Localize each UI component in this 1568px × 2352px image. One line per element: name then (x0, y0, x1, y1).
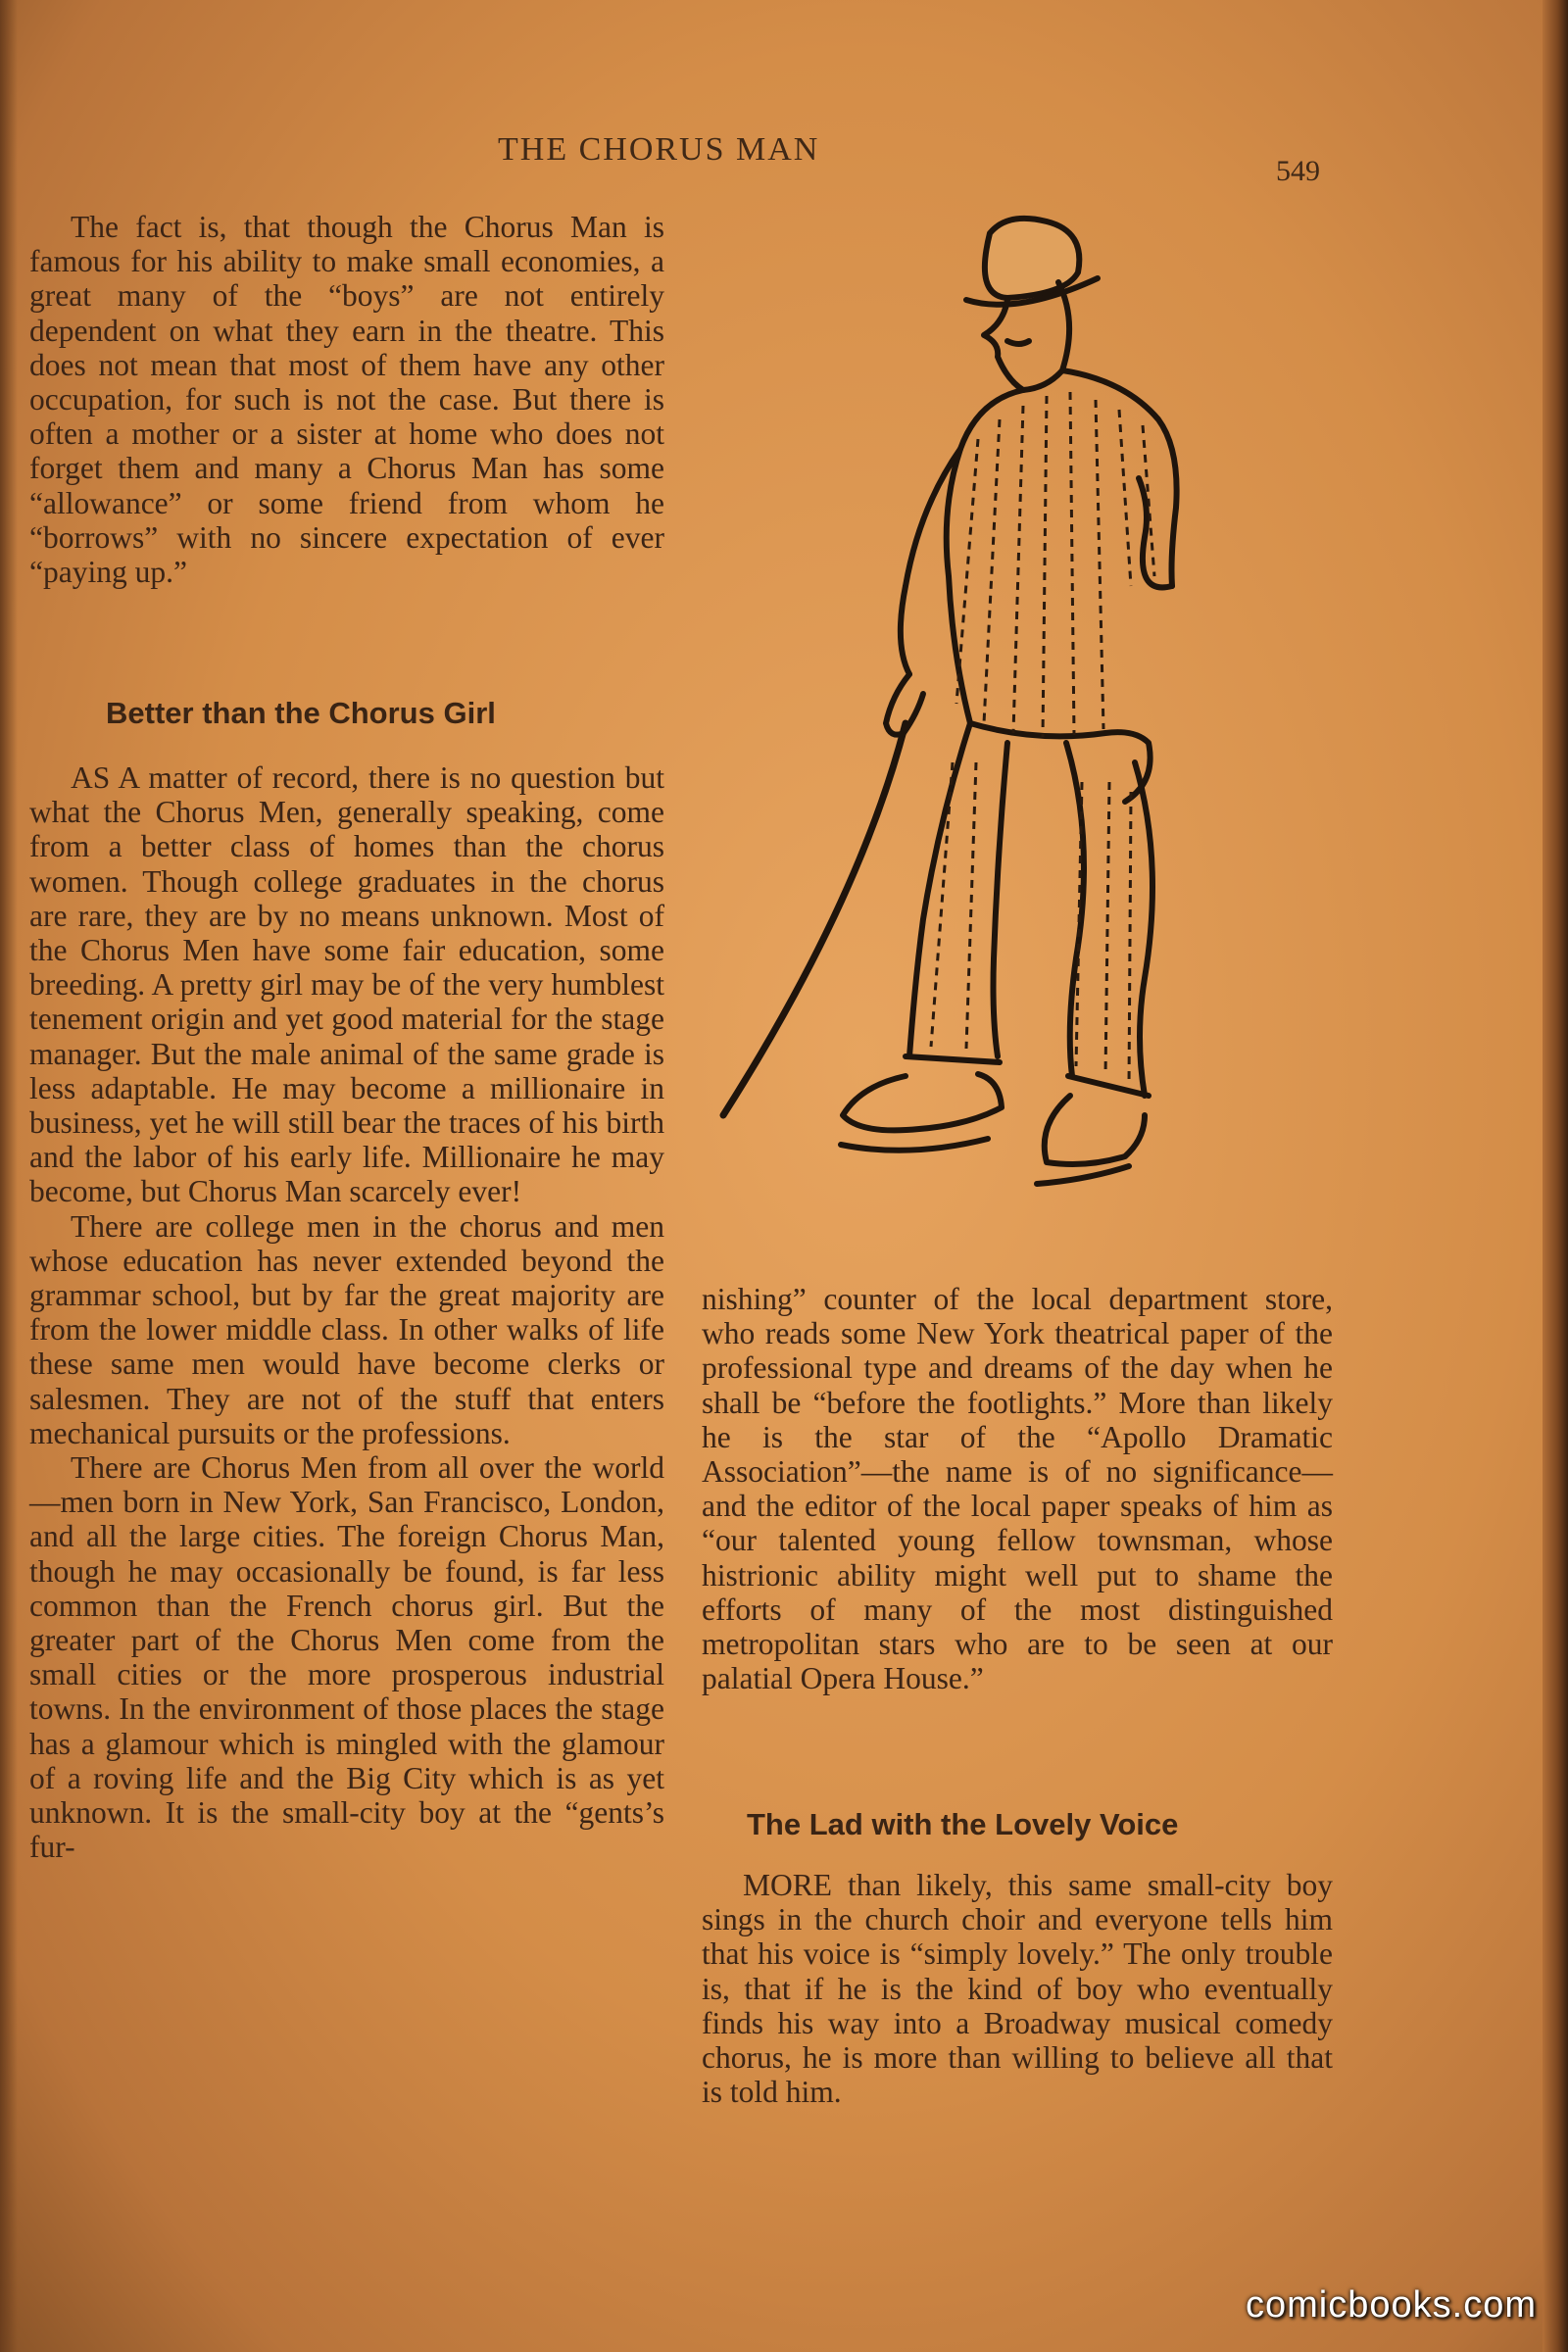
watermark: comicbooks.com (1246, 2284, 1537, 2326)
section-heading: The Lad with the Lovely Voice (747, 1807, 1179, 1841)
right-column (702, 1282, 1333, 1695)
chorus-man-illustration (713, 214, 1341, 1262)
paragraph: The fact is, that though the Chorus Man is famous for his ability to make small economies, a great many of the “boys” are not entirely dependent on what they earn in the theatre. This does not mean that most of them have any other occupation, for such is not the case. But there is often a mother or a sister at home who does not forget them and many a Chorus Man has some “allowance” or some friend from whom he “borrows” with no sincere expectation of ever “paying up.” (29, 210, 664, 590)
paragraph: There are college men in the chorus and men whose education has never extended beyond the grammar school, but by far the great majority are from the lower middle class. In other walks of life these same men would have become clerks or salesmen. They are not of the stuff that enters mechanical pursuits or the professions. (29, 1208, 664, 1450)
paragraph: nishing” counter of the local department store, who reads some New York theatrical paper of the professional type and dreams of the day when he shall be “before the footlights.” More than likely he is the star of the “Apollo Dramatic Association”—the name is of no significance—and the editor of the local paper speaks of him as “our talented young fellow townsman, whose histrionic ability might well put to shame the efforts of many of the most distinguished metropolitan stars who are to be seen at our palatial Opera House.” (702, 1282, 1333, 1696)
running-title: THE CHORUS MAN (498, 131, 820, 168)
page-gutter-shadow (0, 0, 18, 2352)
paragraph: AS A matter of record, there is no question but what the Chorus Men, generally speaking, come from a better class of homes than the chorus women. Though college graduates in the chorus are rare, they are by no means unknown. Most of the Chorus Men have some fair education, some breeding. A pretty girl may be of the very humblest tenement origin and yet good material for the stage manager. But the male animal of the same grade is less adaptable. He may become a millionaire in business, yet he will still bear the traces of his birth and the labor of his early life. Millionaire he may become, but Chorus Man scarcely ever! (29, 760, 664, 1209)
left-column-continued (29, 760, 664, 1865)
section-heading: Better than the Chorus Girl (106, 696, 496, 730)
right-column-continued (702, 1868, 1333, 2109)
page-number: 549 (1276, 155, 1320, 187)
paragraph: MORE than likely, this same small-city boy sings in the church choir and everyone tells him that his voice is “simply lovely.” The only trouble is, that if he is the kind of boy who eventually finds his way into a Broadway musical comedy chorus, he is more than willing to believe all that is told him. (702, 1868, 1333, 2110)
left-column (29, 210, 664, 589)
paragraph: There are Chorus Men from all over the world—men born in New York, San Francisco, London, and all the large cities. The foreign Chorus Man, though he may occasionally be found, is far less common than the French chorus girl. But the greater part of the Chorus Men come from the small cities or the more prosperous industrial towns. In the environment of those places the stage has a glamour which is mingled with the glamour of a roving life and the Big City which is as yet unknown. It is the small-city boy at the “gents’s fur- (29, 1450, 664, 1865)
page-edge (1543, 0, 1568, 2352)
